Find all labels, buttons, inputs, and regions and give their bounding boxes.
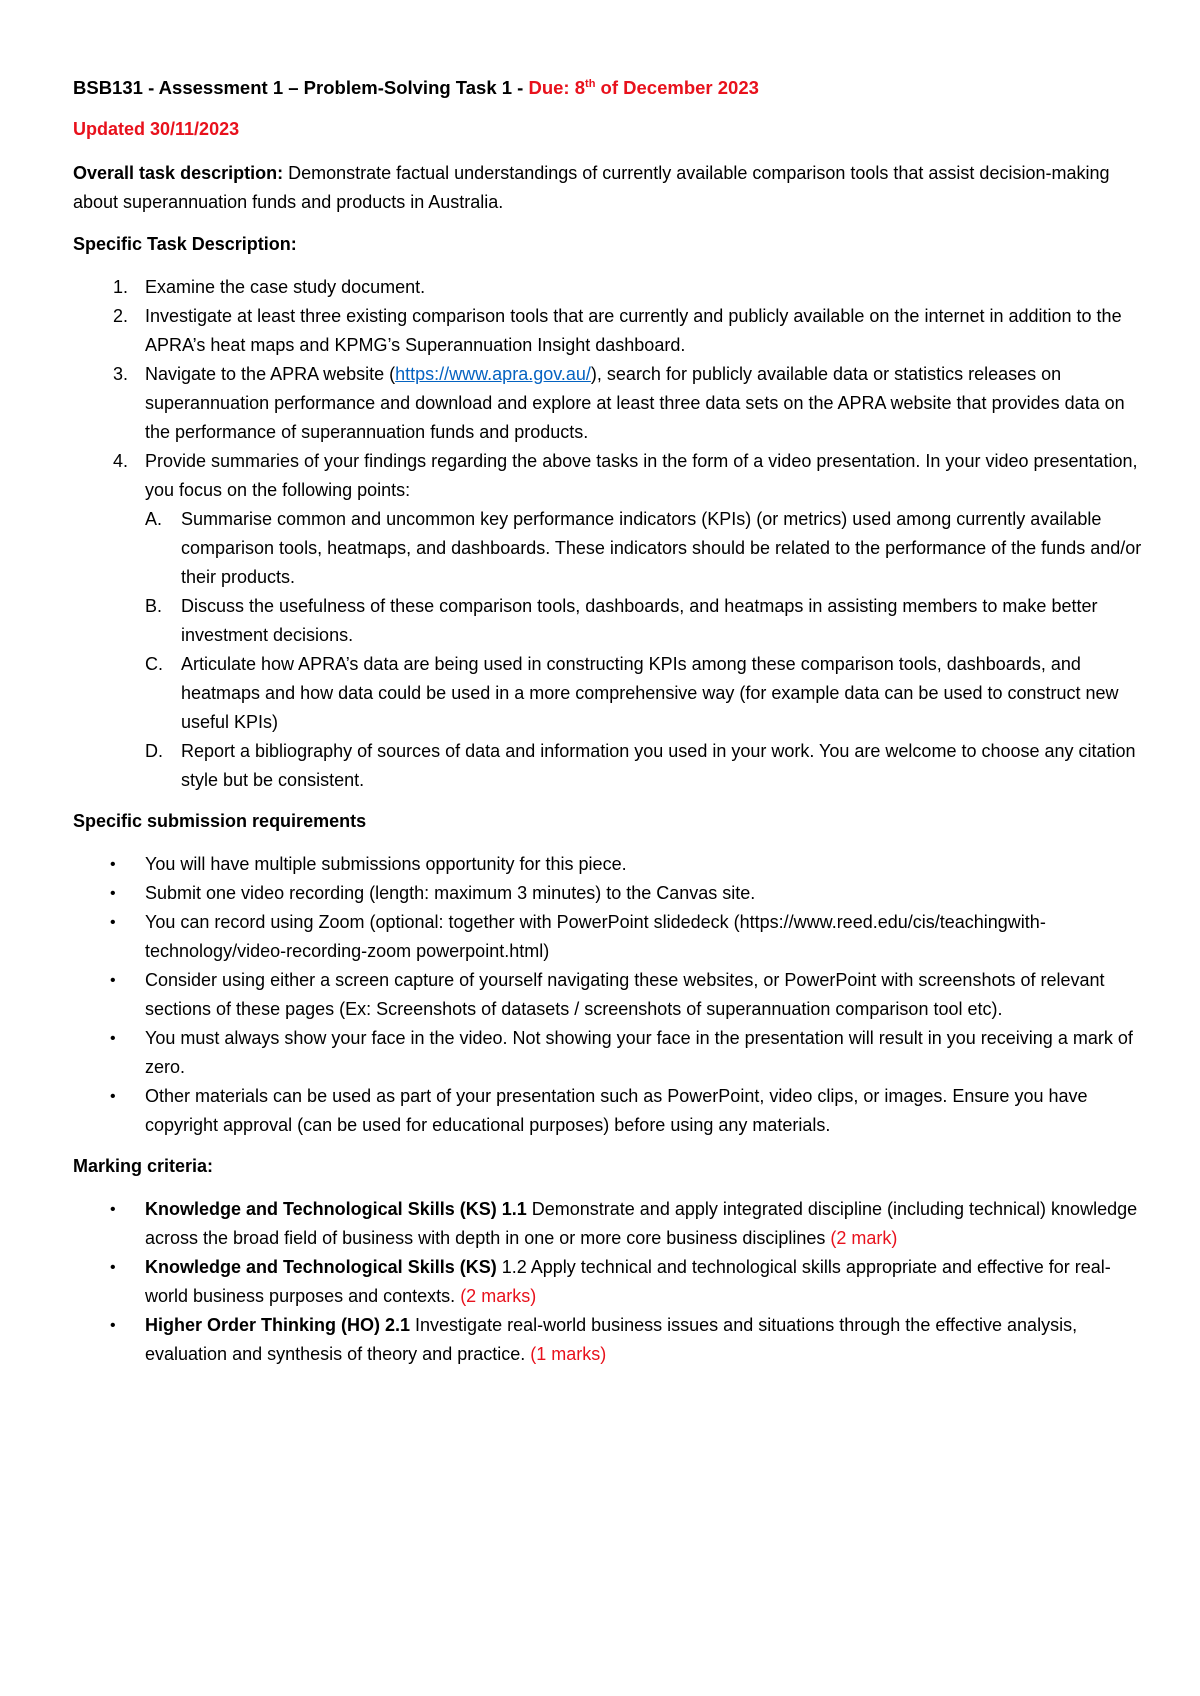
submission-item: • You can record using Zoom (optional: together with PowerPoint slidedeck (https://www.reed.edu/cis/teachingwith-technology/video-recording-zoom powerpoint.html): [73, 908, 1143, 966]
bullet-icon: •: [110, 1317, 116, 1335]
marking-criteria-list: [73, 1195, 1143, 1369]
criterion-name: Knowledge and Technological Skills (KS): [145, 1199, 497, 1220]
submission-item: • You must always show your face in the video. Not showing your face in the presentation will result in you receiving a mark of zero.: [73, 1024, 1143, 1082]
task-number: 4.: [113, 451, 129, 472]
specific-task-heading: Specific Task Description:: [73, 234, 297, 255]
criterion-item: [73, 1195, 1143, 1253]
criterion-marks: (2 mark): [830, 1228, 898, 1249]
criterion-name: Knowledge and Technological Skills (KS): [145, 1257, 497, 1278]
criterion-text: Apply technical and technological skills appropriate and effective for real-world business purposes and contexts.: [145, 1257, 1111, 1307]
overall-description: [73, 159, 1143, 217]
criterion-code: 1.2: [496, 1257, 527, 1278]
document-title: [73, 70, 1143, 102]
subpoint-letter: C.: [145, 654, 163, 675]
subpoint-text: Articulate how APRA’s data are being used in constructing KPIs among these comparison tools, dashboards, and heatmaps and how data could be used in a more comprehensive way (for example data can be used to construct new useful KPIs): [181, 654, 1119, 733]
bullet-icon: •: [110, 914, 116, 932]
task-text-before: Navigate to the APRA website (: [145, 364, 396, 385]
task-item: [73, 302, 1143, 360]
subpoint-text: Report a bibliography of sources of data and information you used in your work. You are welcome to choose any citation style but be consistent.: [181, 741, 1136, 791]
task-text-after: ), search for publicly available data or statistics releases on superannuation performance and download and explore at least three data sets on the APRA website that provides data on the performance of superannuation funds and products.: [145, 364, 1125, 443]
apra-website-link[interactable]: https://www.apra.gov.au/: [395, 364, 591, 385]
bullet-icon: •: [110, 1030, 116, 1048]
bullet-icon: •: [110, 885, 116, 903]
submission-item: • You will have multiple submissions opportunity for this piece.: [73, 850, 1143, 879]
criterion-marks: (1 marks): [530, 1344, 607, 1365]
task-item: [73, 360, 1143, 447]
submission-heading: Specific submission requirements: [73, 811, 367, 832]
criterion-text: Demonstrate and apply integrated discipline (including technical) knowledge across the broad field of business with depth in one or more core business disciplines: [145, 1199, 1138, 1249]
bullet-icon: •: [110, 1259, 116, 1277]
due-date: Due: 8th of December 2023: [528, 77, 759, 99]
title-main: BSB131 - Assessment 1 – Problem-Solving Task 1 -: [73, 77, 529, 99]
subpoint-item: [145, 650, 1143, 737]
submission-item: • Other materials can be used as part of your presentation such as PowerPoint, video clips, or images. Ensure you have copyright approval (can be used for educational purposes) before using any materials.: [73, 1082, 1143, 1140]
criterion-name: Higher Order Thinking (HO) 2.1: [145, 1315, 411, 1336]
task-text: Provide summaries of your findings regarding the above tasks in the form of a video presentation. In your video presentation, you focus on the following points:: [145, 451, 1138, 501]
subpoint-item: [145, 505, 1143, 592]
task-text: Examine the case study document.: [145, 277, 426, 298]
bullet-icon: •: [110, 856, 116, 874]
task-list: [73, 273, 1143, 795]
overall-text: Demonstrate factual understandings of currently available comparison tools that assist decision-making about superannuation funds and products in Australia.: [73, 163, 1110, 213]
subpoint-text: Discuss the usefulness of these comparison tools, dashboards, and heatmaps in assisting members to make better investment decisions.: [181, 596, 1098, 646]
criterion-marks: (2 marks): [460, 1286, 537, 1307]
bullet-icon: •: [110, 1088, 116, 1106]
subpoint-item: [145, 737, 1143, 795]
task-number: 2.: [113, 306, 129, 327]
task-item: [73, 447, 1143, 795]
bullet-icon: •: [110, 1201, 116, 1219]
task-number: 1.: [113, 277, 129, 298]
criterion-code: 1.1: [496, 1199, 527, 1220]
document-page: [73, 70, 1143, 1381]
subpoint-letter: A.: [145, 509, 163, 530]
subpoint-letter: B.: [145, 596, 163, 617]
subpoint-list: [145, 505, 1143, 795]
marking-criteria-heading: Marking criteria:: [73, 1156, 214, 1177]
overall-label: Overall task description:: [73, 163, 284, 184]
subpoint-item: [145, 592, 1143, 650]
task-item: [73, 273, 1143, 302]
task-number: 3.: [113, 364, 129, 385]
subpoint-text: Summarise common and uncommon key performance indicators (KPIs) (or metrics) used among currently available comparison tools, heatmaps, and dashboards. These indicators should be related to the performance of the funds and/or their products.: [181, 509, 1142, 588]
criterion-item: [73, 1253, 1143, 1311]
updated-date: Updated 30/11/2023: [73, 119, 240, 140]
submission-item: • Submit one video recording (length: maximum 3 minutes) to the Canvas site.: [73, 879, 1143, 908]
task-text: Investigate at least three existing comparison tools that are currently and publicly available on the internet in addition to the APRA’s heat maps and KPMG’s Superannuation Insight dashboard.: [145, 306, 1122, 356]
subpoint-letter: D.: [145, 741, 163, 762]
submission-item: • Consider using either a screen capture of yourself navigating these websites, or PowerPoint with screenshots of relevant sections of these pages (Ex: Screenshots of datasets / screenshots of superannuation comparison tool etc).: [73, 966, 1143, 1024]
bullet-icon: •: [110, 972, 116, 990]
criterion-text: Investigate real-world business issues and situations through the effective analysis, evaluation and synthesis of theory and practice.: [145, 1315, 1078, 1365]
criterion-item: [73, 1311, 1143, 1369]
submission-list: [73, 850, 1143, 1140]
